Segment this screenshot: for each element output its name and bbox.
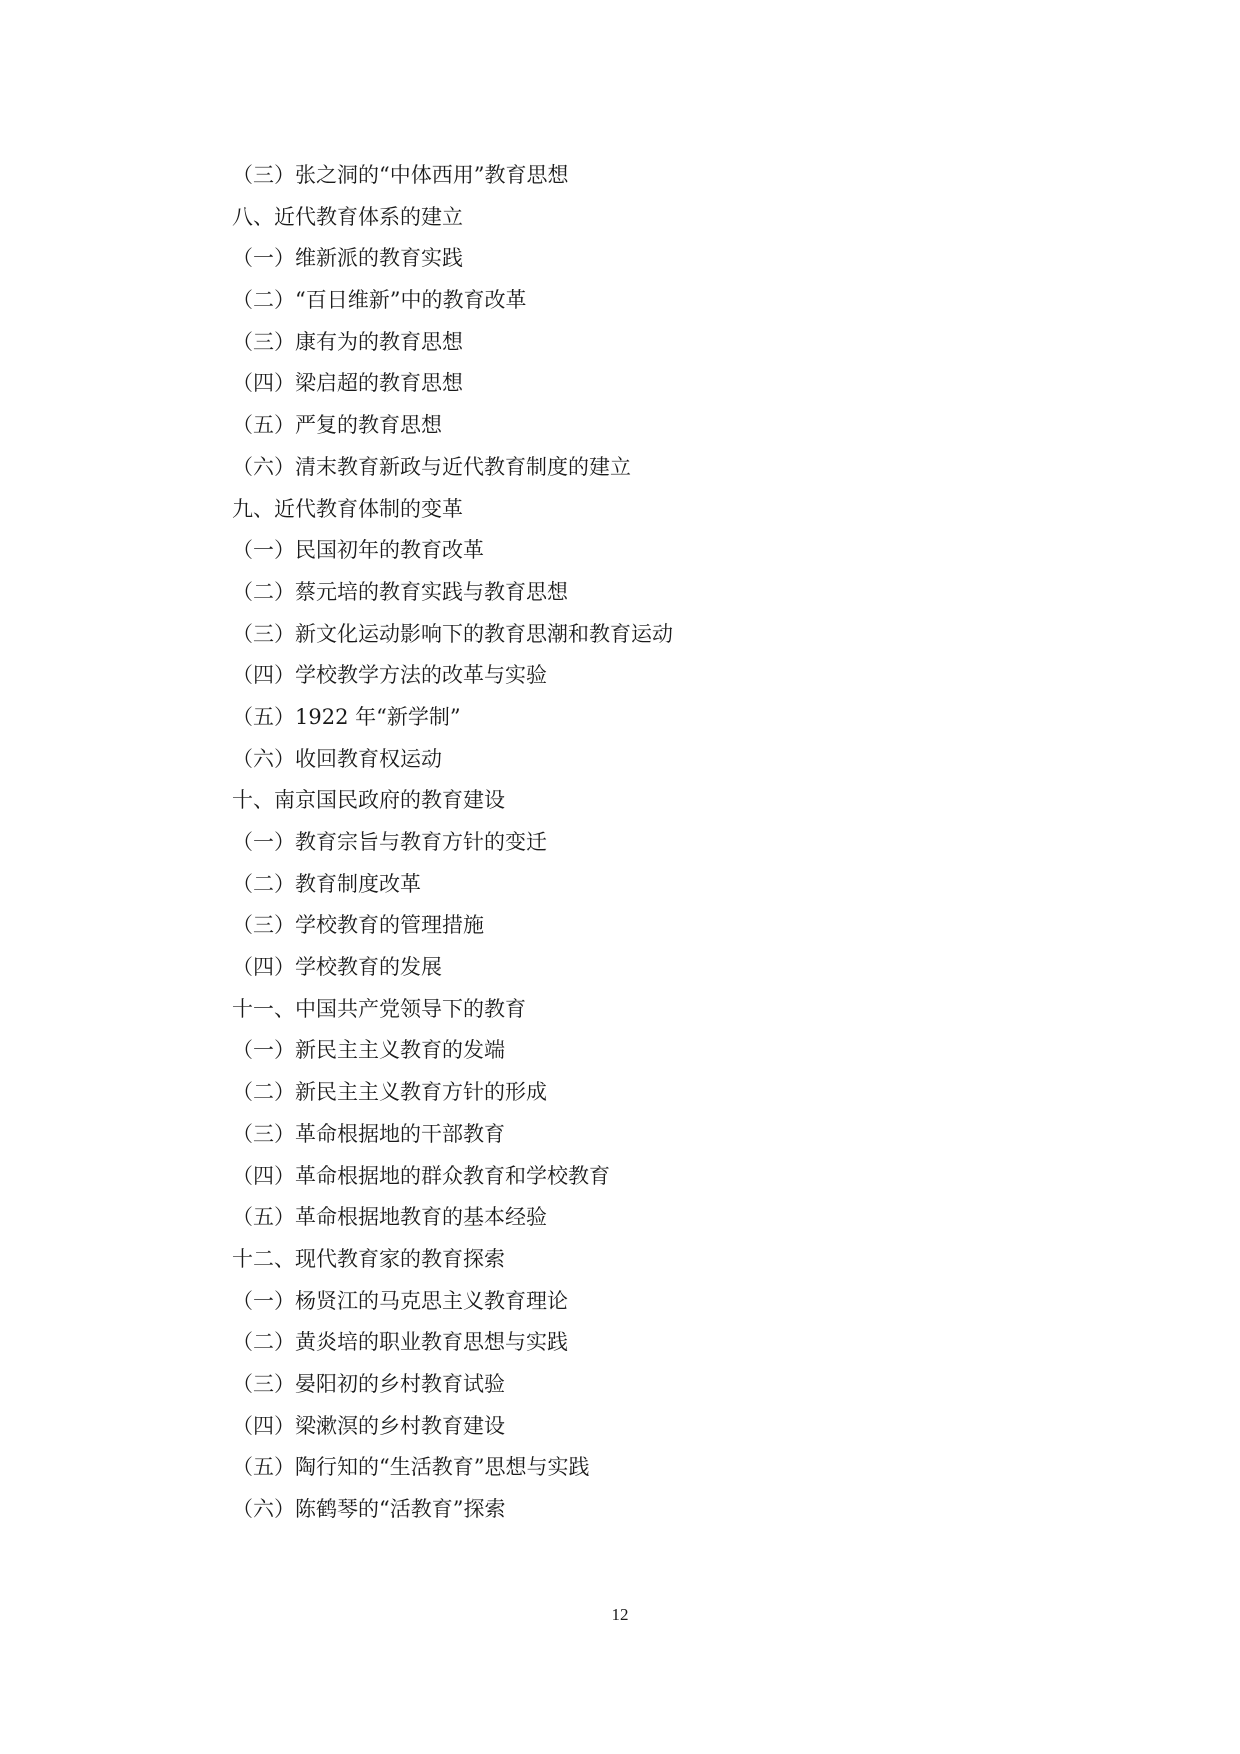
chapter-heading: 九、近代教育体制的变革 bbox=[232, 496, 463, 521]
outline-item: （四）学校教学方法的改革与实验 bbox=[232, 663, 547, 688]
outline-item: （六）清末教育新政与近代教育制度的建立 bbox=[232, 454, 631, 479]
outline-item: （二）蔡元培的教育实践与教育思想 bbox=[232, 579, 568, 604]
outline-item: （五）严复的教育思想 bbox=[232, 413, 442, 438]
outline-item: （二）“百日维新”中的教育改革 bbox=[232, 288, 527, 313]
outline-item: （三）晏阳初的乡村教育试验 bbox=[232, 1371, 505, 1396]
outline-item: （四）学校教育的发展 bbox=[232, 955, 442, 980]
outline-item: （四）梁启超的教育思想 bbox=[232, 371, 463, 396]
outline-item: （二）新民主主义教育方针的形成 bbox=[232, 1080, 547, 1105]
outline-item: （三）学校教育的管理措施 bbox=[232, 913, 484, 938]
outline-item: （六）陈鹤琴的“活教育”探索 bbox=[232, 1497, 506, 1521]
outline-item: （六）收回教育权运动 bbox=[232, 746, 442, 771]
outline-item: （三）康有为的教育思想 bbox=[232, 329, 463, 354]
outline-item: （五）1922 年“新学制” bbox=[232, 704, 461, 729]
chapter-heading: 十二、现代教育家的教育探索 bbox=[232, 1246, 505, 1271]
outline-item: （三）新文化运动影响下的教育思潮和教育运动 bbox=[232, 621, 673, 646]
outline-item: （五）陶行知的“生活教育”思想与实践 bbox=[232, 1455, 590, 1480]
outline-item: （二）教育制度改革 bbox=[232, 871, 421, 896]
outline-item: （一）教育宗旨与教育方针的变迁 bbox=[232, 830, 547, 854]
outline-item: （一）民国初年的教育改革 bbox=[232, 538, 484, 563]
chapter-heading: 十、南京国民政府的教育建设 bbox=[232, 788, 505, 813]
page-number: 12 bbox=[611, 1605, 629, 1624]
outline-item: （二）黄炎培的职业教育思想与实践 bbox=[232, 1330, 568, 1355]
outline-item: （一）杨贤江的马克思主义教育理论 bbox=[232, 1288, 568, 1313]
outline-item: （一）维新派的教育实践 bbox=[232, 246, 463, 271]
outline-item: （四）梁漱溟的乡村教育建设 bbox=[232, 1413, 505, 1438]
outline-item: （三）张之洞的“中体西用”教育思想 bbox=[232, 163, 569, 187]
outline-item: （三）革命根据地的干部教育 bbox=[232, 1121, 505, 1146]
outline-list bbox=[232, 155, 1132, 1531]
outline-item: （四）革命根据地的群众教育和学校教育 bbox=[232, 1163, 610, 1188]
outline-item: （五）革命根据地教育的基本经验 bbox=[232, 1205, 547, 1230]
chapter-heading: 八、近代教育体系的建立 bbox=[232, 204, 463, 229]
outline-item: （一）新民主主义教育的发端 bbox=[232, 1038, 505, 1063]
chapter-heading: 十一、中国共产党领导下的教育 bbox=[232, 996, 526, 1021]
